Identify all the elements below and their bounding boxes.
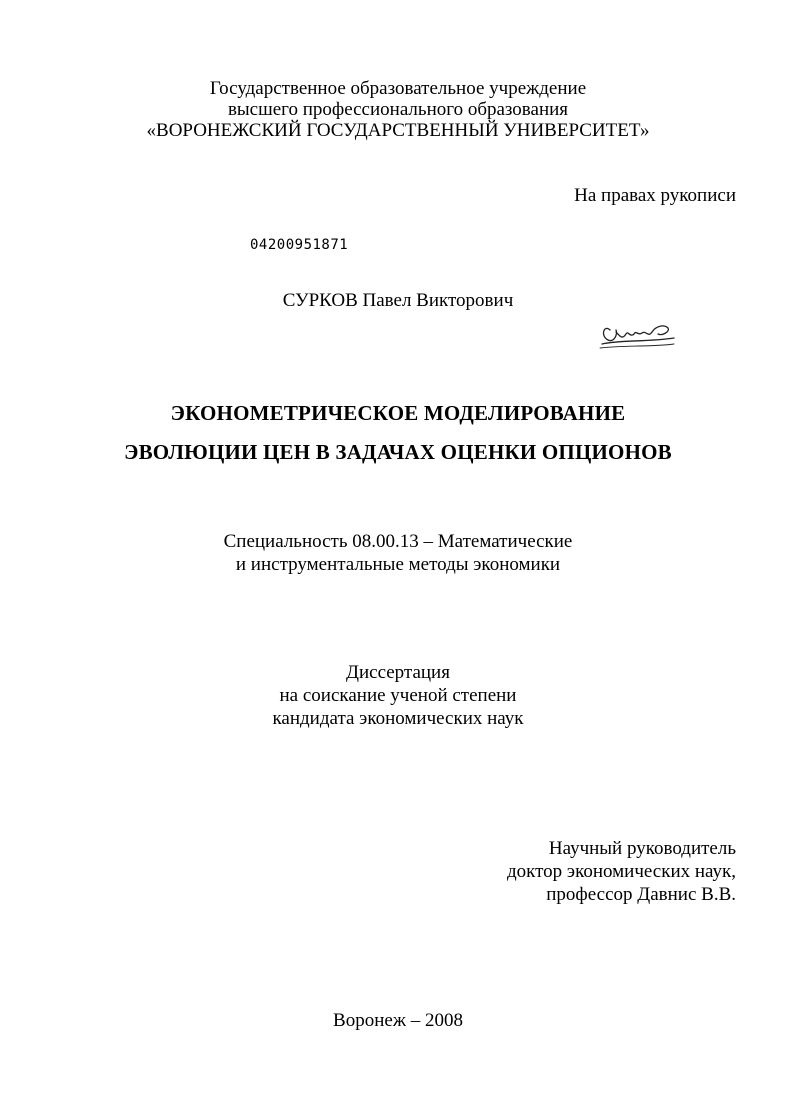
institution-line-2: высшего профессионального образования (227, 99, 569, 120)
supervisor-line-3: профессор Давнис В.В. (546, 884, 736, 905)
supervisor-line-1: Научный руководитель (548, 838, 736, 859)
handwritten-signature-icon (598, 318, 678, 350)
degree-line-3: кандидата экономических наук (272, 708, 524, 729)
manuscript-note: На правах рукописи (574, 185, 736, 206)
specialty-line-1: Специальность 08.00.13 – Математические (223, 531, 573, 552)
institution-name: «ВОРОНЕЖСКИЙ ГОСУДАРСТВЕННЫЙ УНИВЕРСИТЕТ» (146, 120, 650, 141)
degree-line-2: на соискание ученой степени (279, 685, 517, 706)
degree-line-1: Диссертация (346, 662, 450, 683)
catalog-number: 04200951871 (250, 237, 349, 253)
specialty-line-2: и инструментальные методы экономики (235, 554, 561, 575)
city-year: Воронеж – 2008 (333, 1010, 463, 1031)
supervisor-line-2: доктор экономических наук, (506, 861, 736, 882)
institution-line-1: Государственное образовательное учреждение (209, 78, 587, 99)
author-name: СУРКОВ Павел Викторович (282, 290, 514, 311)
title-line-2: ЭВОЛЮЦИИ ЦЕН В ЗАДАЧАХ ОЦЕНКИ ОПЦИОНОВ (124, 440, 672, 464)
title-line-1: ЭКОНОМЕТРИЧЕСКОЕ МОДЕЛИРОВАНИЕ (170, 401, 626, 425)
